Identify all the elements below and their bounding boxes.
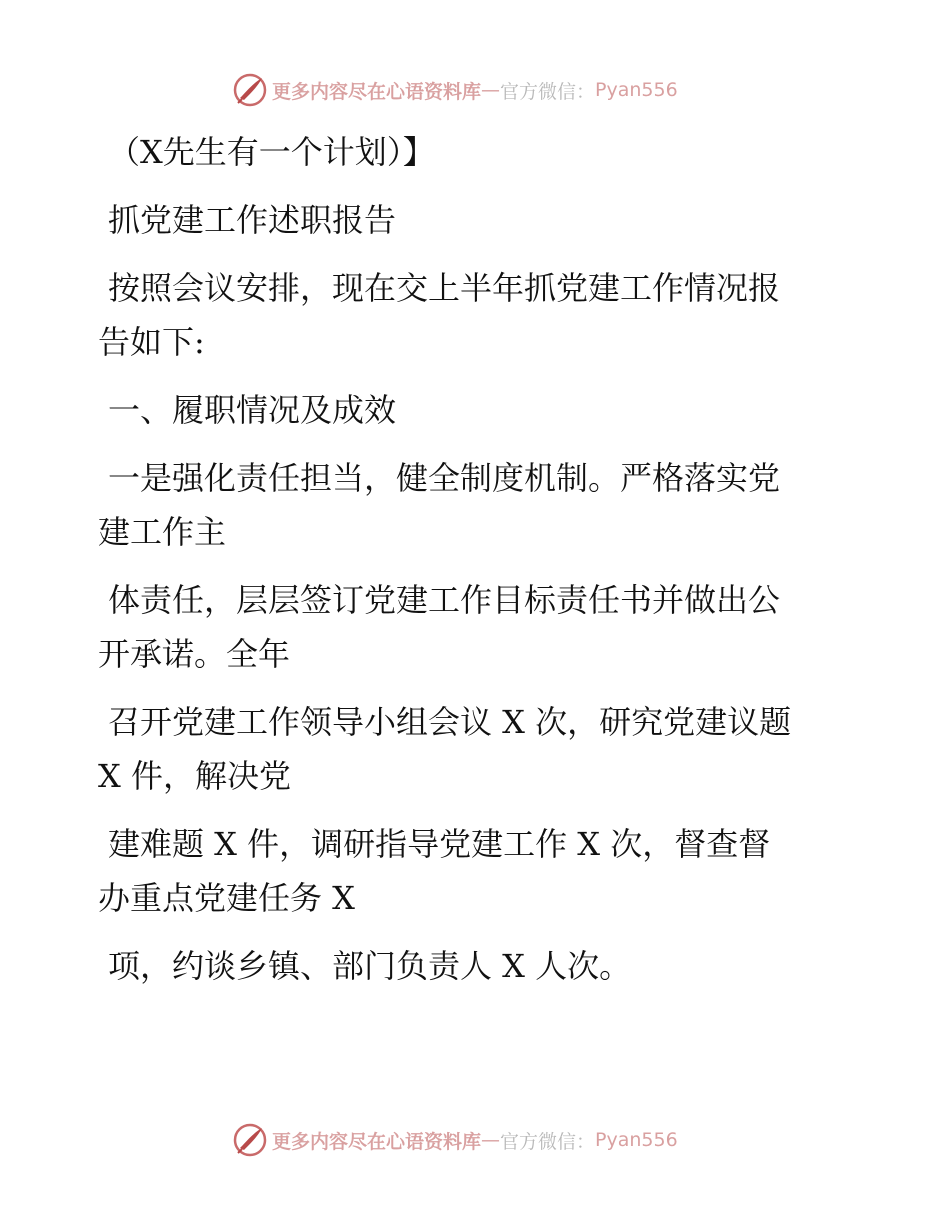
paragraph-responsibility	[98, 573, 858, 681]
paragraph-interviews	[98, 939, 858, 993]
paragraph-line: （X先生有一个计划）】	[108, 133, 435, 171]
paragraph-point-one	[98, 451, 858, 559]
paragraph-line-continued: X 件，解决党	[98, 757, 291, 795]
paragraph-line: 项，约谈乡镇、部门负责人 X 人次。	[108, 947, 632, 985]
paragraph-line-continued: 告如下:	[98, 323, 205, 361]
quill-logo-icon	[232, 1122, 268, 1158]
watermark-wechat-label: 官方微信：	[500, 80, 596, 103]
paragraph-line: 抓党建工作述职报告	[108, 201, 397, 239]
paragraph-line: 召开党建工作领导小组会议 X 次，研究党建议题	[108, 703, 792, 741]
header-watermark	[232, 72, 678, 108]
quill-logo-icon	[232, 72, 268, 108]
watermark-wechat-id: Pyan556	[595, 1129, 678, 1151]
watermark-wechat-label: 官方微信：	[500, 1130, 596, 1153]
watermark-brand-text: 更多内容尽在心语资料库	[272, 1130, 482, 1153]
paragraph-line: 一是强化责任担当，健全制度机制。严格落实党	[108, 459, 781, 497]
watermark-separator: —	[481, 1129, 501, 1151]
paragraph-line: 按照会议安排，现在交上半年抓党建工作情况报	[108, 269, 781, 307]
paragraph-problems	[98, 817, 858, 925]
paragraph-line: 体责任，层层签订党建工作目标责任书并做出公	[108, 581, 781, 619]
paragraph-report-title	[98, 193, 858, 247]
paragraph-line-continued: 建工作主	[98, 513, 227, 551]
watermark-brand-text: 更多内容尽在心语资料库	[272, 80, 482, 103]
watermark-wechat-id: Pyan556	[595, 79, 678, 101]
watermark-separator: —	[481, 79, 501, 101]
paragraph-line: 建难题 X 件，调研指导党建工作 X 次，督查督	[108, 825, 771, 863]
paragraph-plan-note	[98, 125, 858, 179]
footer-watermark	[232, 1122, 678, 1158]
paragraph-line-continued: 开承诺。全年	[98, 635, 291, 673]
paragraph-intro	[98, 261, 858, 369]
paragraph-section-heading	[98, 383, 858, 437]
paragraph-meetings	[98, 695, 858, 803]
paragraph-line-continued: 办重点党建任务 X	[98, 879, 355, 917]
paragraph-line: 一、履职情况及成效	[108, 391, 397, 429]
document-body	[98, 125, 858, 1007]
